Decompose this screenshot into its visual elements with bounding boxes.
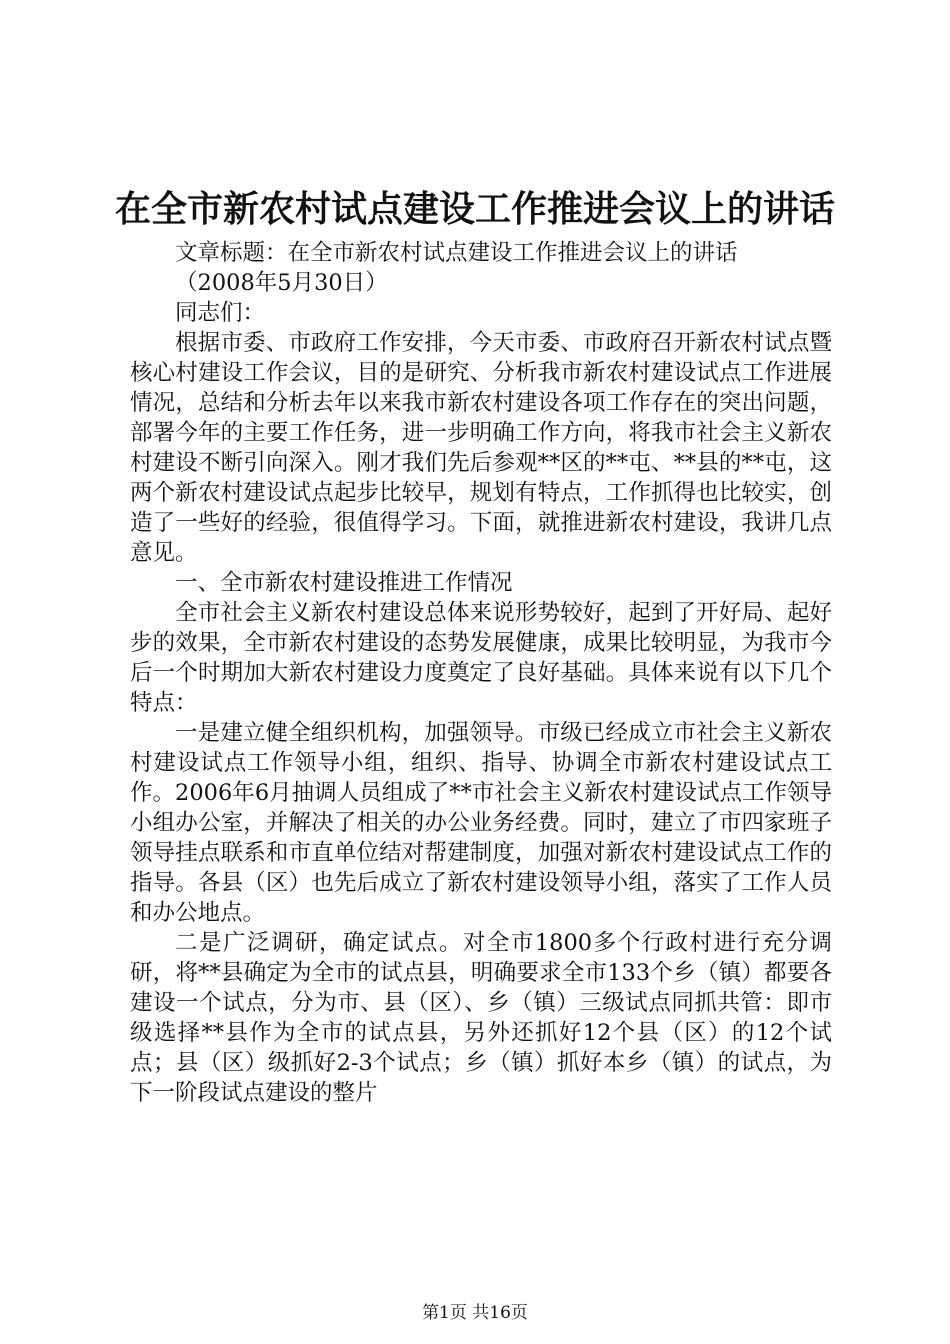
- salutation: 同志们：: [175, 300, 266, 326]
- paragraph-intro: 根据市委、市政府工作安排，今天市委、市政府召开新农村试点暨核心村建设工作会议，目的是研究、分析我市新农村建设试点工作进展情况，总结和分析去年以来我市新农村建设各项工作存在的突出问题，部署今年的主要工作任务，进一步明确工作方向，将我市社会主义新农村建设不断引向深入。刚才我们先后参观**区的**屯、**县的**屯，这两个新农村建设试点起步比较早，规划有特点，工作抓得也比较实，创造了一些好的经验，很值得学习。下面，就推进新农村建设，我讲几点意见。: [130, 330, 832, 566]
- article-title-line: 文章标题：在全市新农村试点建设工作推进会议上的讲话: [175, 240, 738, 266]
- paragraph-overview: 全市社会主义新农村建设总体来说形势较好，起到了开好局、起好步的效果，全市新农村建设的态势发展健康，成果比较明显，为我市今后一个时期加大新农村建设力度奠定了良好基础。具体来说有以下几个特点：: [130, 600, 832, 716]
- paragraph-point-1: 一是建立健全组织机构，加强领导。市级已经成立市社会主义新农村建设试点工作领导小组，组织、指导、协调全市新农村建设试点工作。2006年6月抽调人员组成了**市社会主义新农村建设试点工作领导小组办公室，并解决了相关的办公业务经费。同时，建立了市四家班子领导挂点联系和市直单位结对帮建制度，加强对新农村建设试点工作的指导。各县（区）也先后成立了新农村建设领导小组，落实了工作人员和办公地点。: [130, 720, 832, 926]
- paragraph-point-2: 二是广泛调研，确定试点。对全市1800多个行政村进行充分调研，将**县确定为全市的试点县，明确要求全市133个乡（镇）都要各建设一个试点，分为市、县（区）、乡（镇）三级试点同抓共管：即市级选择**县作为全市的试点县，另外还抓好12个县（区）的12个试点；县（区）级抓好2-3个试点；乡（镇）抓好本乡（镇）的试点，为下一阶段试点建设的整片: [130, 930, 832, 1106]
- section-heading-1: 一、全市新农村建设推进工作情况: [175, 570, 513, 596]
- page-number-footer: 第1页 共16页: [422, 1303, 528, 1323]
- document-body: [130, 238, 832, 1108]
- date-line: （2008年5月30日）: [175, 270, 388, 296]
- document-title: 在全市新农村试点建设工作推进会议上的讲话: [114, 189, 835, 230]
